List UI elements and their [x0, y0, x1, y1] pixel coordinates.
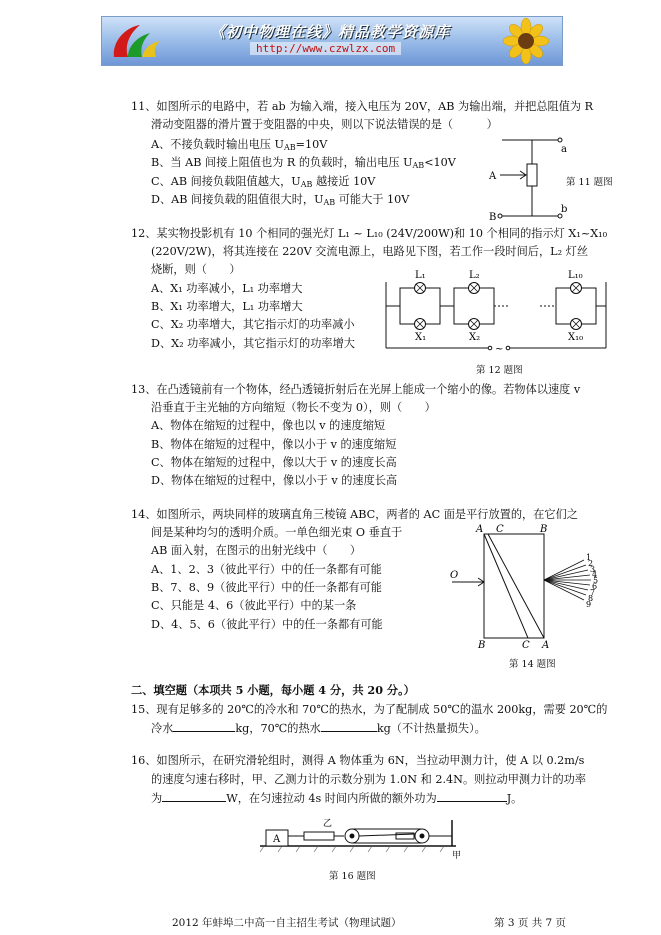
q16-figure	[256, 812, 466, 860]
q12-line1: 12、某实物投影机有 10 个相同的强光灯 L₁ ~ L₁₀ (24V/200W)和 10 个相同的指示灯 X₁~X₁₀	[131, 227, 608, 240]
q12-label-x2: X₂	[469, 332, 481, 343]
q16-label-yi: 乙	[323, 819, 333, 829]
q14-label-b-bottom: B	[478, 640, 486, 651]
q14-label-b-top: B	[540, 524, 548, 535]
q14-option-a: A、1、2、3（彼此平行）中的任一条都有可能	[151, 563, 382, 576]
q14-rays	[544, 559, 594, 600]
q16-label-jia: 甲	[452, 851, 462, 860]
banner-title: 《初中物理在线》精品教学资源库	[210, 23, 451, 41]
q14-option-c: C、只能是 4、6（彼此平行）中的某一条	[151, 599, 357, 612]
q12-option-c: C、X₂ 功率增大，其它指示灯的功率减小	[151, 318, 355, 331]
q11-label-B: B	[489, 212, 497, 223]
q12-line3: 烧断，则（ ）	[151, 263, 241, 276]
q16-line3: 为 W，在匀速拉动 4s 时间内所做的额外功为 J。	[151, 792, 523, 805]
q11-line2: 滑动变阻器的滑片置于变阻器的中央，则以下说法错误的是（ ）	[151, 118, 498, 131]
q12-figure	[378, 262, 630, 362]
q15-blank-hot-water[interactable]	[321, 720, 377, 732]
q16-blank-power[interactable]	[162, 790, 226, 802]
q14-line1: 14、如图所示，两块同样的玻璃直角三棱镜 ABC，两者的 AC 面是平行放置的，在它们之	[131, 508, 578, 521]
q12-label-l1: L₁	[415, 270, 426, 281]
q16-caption: 第 16 题图	[329, 871, 376, 882]
q14-label-a-top: A	[476, 524, 484, 535]
q11-label-A: A	[489, 171, 497, 182]
q12-caption: 第 12 题图	[476, 365, 523, 376]
q12-option-a: A、X₁ 功率减小，L₁ 功率增大	[151, 282, 303, 295]
q12-option-d: D、X₂ 功率减小，其它指示灯的功率增大	[151, 337, 355, 350]
q14-label-o: O	[450, 570, 459, 581]
q14-line3: AB 面入射，在图示的出射光线中（ ）	[151, 544, 362, 557]
q14-line2: 间是某种均匀的透明介质。一单色细光束 O 垂直于	[151, 526, 403, 539]
q12-ac-source: ~	[495, 344, 504, 355]
q14-caption: 第 14 题图	[509, 659, 556, 670]
q13-option-a: A、物体在缩短的过程中，像也以 v 的速度缩短	[151, 419, 386, 432]
q14-label-c-top: C	[496, 524, 504, 535]
q11-caption: 第 11 题图	[566, 177, 613, 188]
q11-option-b: B、当 AB 间接上阻值也为 R 的负载时，输出电压 $U_{AB}<10V$	[151, 156, 456, 170]
footer-exam-title: 2012 年蚌埠二中高一自主招生考试（物理试题）	[172, 917, 402, 929]
q13-line1: 13、在凸透镜前有一个物体，经凸透镜折射后在光屏上能成一个缩小的像。若物体以速度 v	[131, 383, 581, 396]
q14-label-c-bottom: C	[522, 640, 530, 651]
q16-label-a: A	[273, 834, 281, 845]
q12-label-l10: L₁₀	[568, 270, 583, 281]
q14-figure	[444, 522, 614, 652]
q14-ray-3: 3	[590, 565, 596, 574]
q13-option-d: D、物体在缩短的过程中，像以小于 v 的速度长高	[151, 474, 398, 487]
q16-blank-extra-work[interactable]	[437, 790, 507, 802]
q15-line1: 15、现有足够多的 20℃的冷水和 70℃的热水，为了配制成 50℃的温水 200kg，需要 20℃的	[131, 703, 608, 716]
q16-line2: 的速度匀速右移时，甲、乙测力计的示数分别为 1.0N 和 2.4N。则拉动甲测力计的功率	[151, 773, 587, 786]
footer-page-number: 第 3 页 共 7 页	[494, 917, 567, 929]
q16-line1: 16、如图所示，在研究滑轮组时，测得 A 物体重为 6N，当拉动甲测力计，使 A 以 0.2m/s	[131, 754, 585, 767]
sunflower-icon	[490, 17, 562, 65]
q14-ray-5: 5	[593, 576, 599, 585]
q14-option-d: D、4、5、6（彼此平行）中的任一条都有可能	[151, 618, 383, 631]
q14-ray-7: 7	[590, 588, 596, 597]
q12-label-l2: L₂	[469, 270, 480, 281]
q14-ray-6: 6	[592, 582, 598, 591]
q14-option-b: B、7、8、9（彼此平行）中的任一条都有可能	[151, 581, 382, 594]
q11-label-b: b	[561, 204, 568, 215]
q11-option-d: D、AB 间接负载的阻值很大时，$U_{AB}$ 可能大于 10V	[151, 193, 410, 207]
q12-line2: (220V/2W)，将其连接在 220V 交流电源上，电路见下图，若工作一段时间后，L₂ 灯丝	[151, 245, 589, 258]
q13-option-c: C、物体在缩短的过程中，像以大于 v 的速度长高	[151, 456, 397, 469]
q14-ray-8: 8	[588, 594, 594, 603]
q12-label-x1: X₁	[415, 332, 427, 343]
q14-ray-4: 4	[592, 570, 598, 579]
q14-label-a-bottom: A	[542, 640, 550, 651]
logo-icon	[106, 21, 166, 61]
section-2-title: 二、填空题（本项共 5 小题，每小题 4 分，共 20 分。）	[131, 683, 415, 697]
q16-spring-scale-yi	[304, 832, 334, 840]
q11-label-a: a	[561, 144, 567, 155]
q12-option-b: B、X₁ 功率增大，L₁ 功率增大	[151, 300, 303, 313]
banner-url[interactable]: http://www.czwlzx.com	[250, 42, 401, 55]
q15-line2: 冷水 kg，70℃的热水 kg（不计热量损失）。	[151, 722, 486, 735]
q11-option-c: C、AB 间接负载阻值越大，$U_{AB}$ 越接近 10V	[151, 175, 376, 189]
q13-option-b: B、物体在缩短的过程中，像以小于 v 的速度缩短	[151, 438, 397, 451]
q11-option-a: A、不接负载时输出电压 $U_{AB}=10V$	[151, 138, 328, 152]
q12-label-x10: X₁₀	[568, 332, 584, 343]
q13-line2: 沿垂直于主光轴的方向缩短（物长不变为 0），则（ ）	[151, 401, 436, 414]
q14-ray-2: 2	[588, 559, 594, 568]
q14-ray-1: 1	[586, 553, 592, 562]
q14-ray-9: 9	[586, 600, 592, 609]
q15-blank-cold-water[interactable]	[173, 720, 235, 732]
header-banner	[101, 16, 563, 66]
q11-line1: 11、如图所示的电路中，若 ab 为输入端，接入电压为 20V，AB 为输出端，并把总阻值为 R	[131, 100, 594, 113]
